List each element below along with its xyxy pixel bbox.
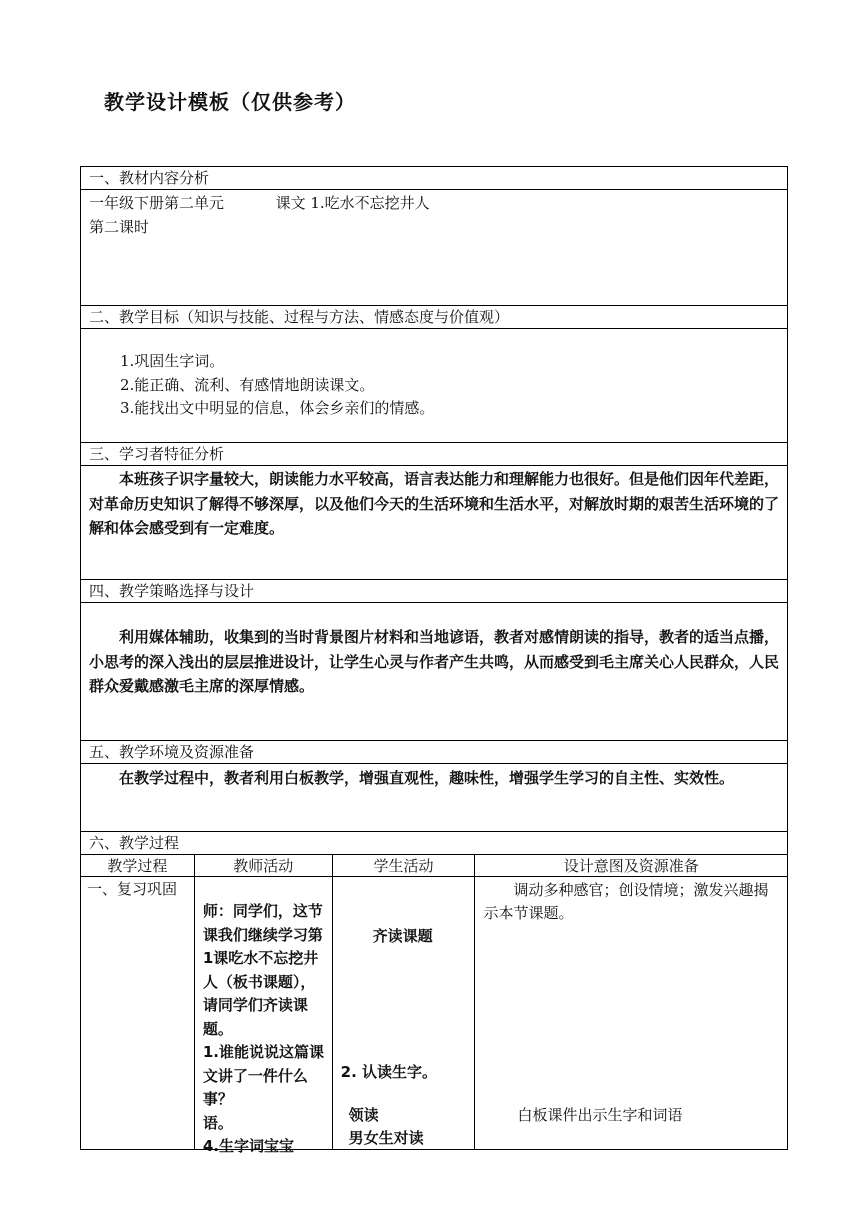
section-2-body	[81, 329, 787, 443]
section-5-heading: 五、教学环境及资源准备	[81, 741, 787, 764]
process-table-header	[81, 855, 787, 877]
teacher-activity-text: 1.谁能说说这篇课文讲了一件什么事？	[202, 1043, 324, 1108]
design-intent-text: 调动多种感官；创设情境；激发兴趣揭示本节课题。	[483, 881, 769, 922]
student-activity-text: 领读	[348, 1106, 379, 1124]
stage-label: 一、复习巩固	[87, 880, 178, 898]
process-table-row	[81, 877, 787, 1155]
column-header-stage: 教学过程	[81, 855, 195, 877]
lesson-plan-table	[80, 166, 788, 1155]
teacher-activity-text: 4.生字词宝宝	[202, 1137, 294, 1155]
design-intent-cell	[475, 877, 787, 1149]
section-5-body: 在教学过程中，教者利用白板教学，增强直观性，趣味性，增强学生学习的自主性、实效性。	[81, 764, 787, 832]
section-2-heading: 二、教学目标（知识与技能、过程与方法、情感态度与价值观）	[81, 306, 787, 329]
resource-text: 白板课件出示生字和词语	[517, 1106, 683, 1124]
section-3-body: 本班孩子识字量较大，朗读能力水平较高，语言表达能力和理解能力也很好。但是他们因年代差距，对革命历史知识了解得不够深厚，以及他们今天的生活环境和生活水平，对解放时期的艰苦生活环境的了解和体会感受到有一定难度。	[81, 466, 787, 580]
goal-item: 1.巩固生字词。	[120, 352, 225, 370]
section-6-heading: 六、教学过程	[81, 832, 787, 855]
student-activity-cell	[333, 877, 476, 1149]
section-4-body: 利用媒体辅助，收集到的当时背景图片材料和当地谚语，教者对感情朗读的指导，教者的适当点播，小思考的深入浅出的层层推进设计，让学生心灵与作者产生共鸣，从而感受到毛主席关心人民群众，人民群众爱戴感激毛主席的深厚情感。	[81, 603, 787, 741]
student-activity-text: 齐读课题	[372, 927, 433, 945]
stage-cell	[81, 877, 195, 1149]
document-title: 教学设计模板（仅供参考）	[104, 90, 356, 114]
section-1-heading: 一、教材内容分析	[81, 167, 787, 190]
column-header-teacher: 教师活动	[195, 855, 333, 877]
column-header-student: 学生活动	[333, 855, 476, 877]
teacher-activity-text: 师：同学们，这节课我们继续学习第1课吃水不忘挖井人（板书课题），请同学们齐读课题。	[202, 902, 323, 1038]
goal-item: 3.能找出文中明显的信息，体会乡亲们的情感。	[120, 399, 435, 417]
unit-label: 一年级下册第二单元	[89, 194, 225, 212]
student-activity-text: 2. 认读生字。	[340, 1063, 438, 1081]
goal-item: 2.能正确、流利、有感情地朗读课文。	[120, 375, 375, 394]
section-3-heading: 三、学习者特征分析	[81, 443, 787, 466]
section-4-heading: 四、教学策略选择与设计	[81, 580, 787, 603]
period-label: 第二课时	[89, 217, 150, 236]
lesson-label: 课文 1.吃水不忘挖井人	[275, 194, 430, 212]
student-activity-text: 男女生对读	[348, 1129, 424, 1147]
teacher-activity-cell	[195, 877, 333, 1155]
section-1-body	[81, 190, 787, 306]
teacher-activity-text: 语。	[202, 1113, 233, 1132]
column-header-design: 设计意图及资源准备	[475, 855, 787, 877]
